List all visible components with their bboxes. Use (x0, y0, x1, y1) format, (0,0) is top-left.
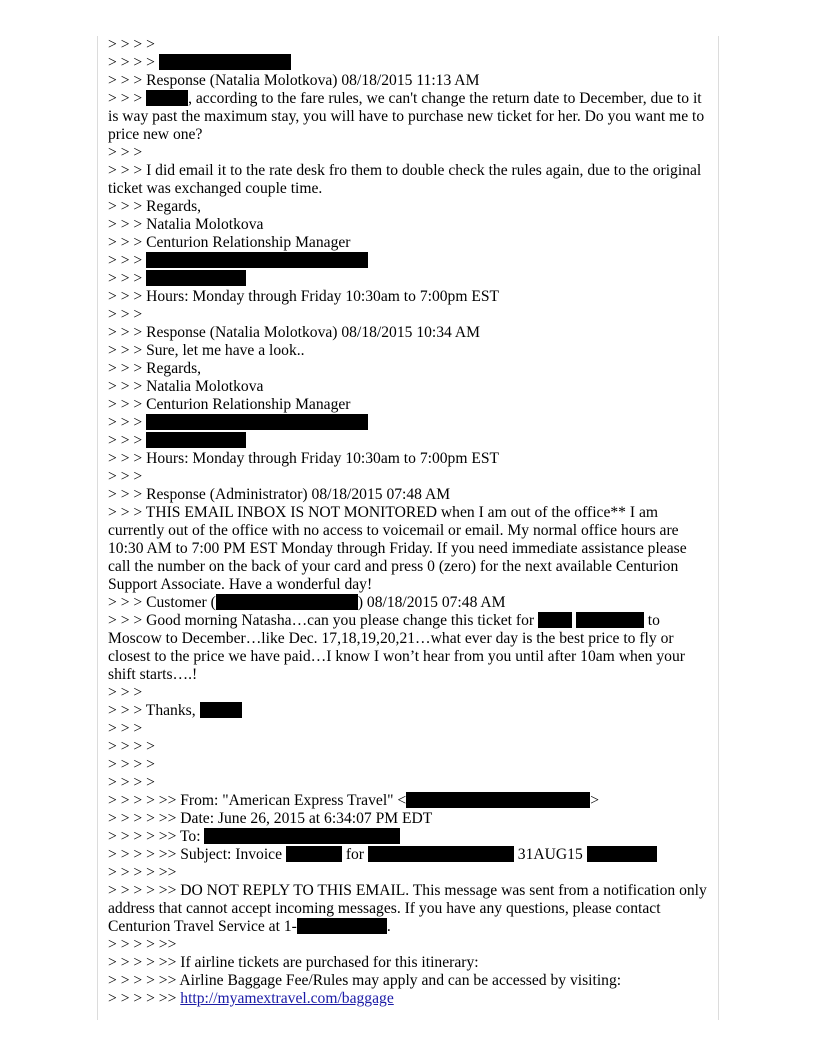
line-text: > > > (108, 468, 147, 485)
line-text: > > > (108, 720, 147, 737)
email-line (108, 342, 708, 360)
line-text: > > > (108, 270, 147, 287)
email-line (108, 972, 708, 990)
line-text: > > > Response (Natalia Molotkova) 08/18/2015 11:13 AM (108, 72, 480, 89)
redaction-bar (406, 792, 590, 808)
baggage-link[interactable]: http://myamextravel.com/baggage (180, 990, 394, 1007)
line-text: > > > > (108, 774, 159, 791)
line-text: > > > > >> (108, 864, 181, 881)
email-line (108, 144, 708, 162)
email-line (108, 270, 708, 288)
line-text: > > > > >> From: "American Express Travel" < (108, 792, 407, 809)
line-text: > > > > >> To: (108, 828, 205, 845)
email-line (108, 828, 708, 846)
redaction-bar (538, 612, 572, 628)
email-line (108, 792, 708, 810)
redaction-bar (204, 828, 400, 844)
line-text: > > > Customer ( (108, 594, 216, 611)
line-text: to Moscow to December…like Dec. 17,18,19,20,21…what ever day is the best price to fly or closest to the price we have paid…I know I won’t hear from you until after 10am when your shift starts….! (108, 612, 689, 683)
right-margin-rule (718, 36, 719, 1020)
email-line (108, 378, 708, 396)
email-line (108, 864, 708, 882)
line-text: > > > Thanks, (108, 702, 200, 719)
email-line (108, 702, 708, 720)
line-text: > > > (108, 90, 147, 107)
email-line (108, 774, 708, 792)
line-text: > > > Regards, (108, 360, 202, 377)
email-line (108, 36, 708, 54)
email-line (108, 612, 708, 684)
left-margin-rule (97, 36, 98, 1020)
redaction-bar (159, 54, 291, 70)
redaction-bar (587, 846, 657, 862)
redaction-bar (286, 846, 342, 862)
line-text: > > > Good morning Natasha…can you please change this ticket for (108, 612, 538, 629)
redaction-bar (200, 702, 242, 718)
line-text: for (341, 846, 368, 863)
redaction-bar (146, 432, 246, 448)
email-line (108, 396, 708, 414)
email-line (108, 198, 708, 216)
line-text: > > > (108, 252, 147, 269)
line-text: > > > > >> If airline tickets are purchased for this itinerary: (108, 954, 479, 971)
email-line (108, 252, 708, 270)
email-line (108, 504, 708, 594)
redaction-bar (146, 414, 368, 430)
line-text: > > > (108, 432, 147, 449)
email-line (108, 324, 708, 342)
email-line (108, 486, 708, 504)
line-text: > > > > (108, 54, 159, 71)
redaction-bar (146, 252, 368, 268)
line-text: > > > Centurion Relationship Manager (108, 234, 351, 251)
line-text: > > > > (108, 756, 159, 773)
email-line (108, 432, 708, 450)
email-line (108, 234, 708, 252)
line-text: > > > THIS EMAIL INBOX IS NOT MONITORED when I am out of the office** I am currently out of the office with no access to voicemail or email. My normal office hours are 10:30 AM to 7:00 PM EST Monday through Friday. If you need immediate assistance please call the number on the back of your card and press 0 (zero) for the next available Centurion Support Associate. Have a wonderful day! (108, 504, 691, 593)
email-body (108, 36, 711, 1008)
email-line (108, 72, 708, 90)
email-line (108, 990, 708, 1008)
line-text: > > > Hours: Monday through Friday 10:30am to 7:00pm EST (108, 288, 500, 305)
email-line (108, 720, 708, 738)
email-line (108, 738, 708, 756)
line-text: 31AUG15 (513, 846, 587, 863)
line-text: > > > Response (Natalia Molotkova) 08/18/2015 10:34 AM (108, 324, 481, 341)
email-line (108, 468, 708, 486)
email-line (108, 846, 708, 864)
line-text: > > > (108, 684, 147, 701)
email-line (108, 360, 708, 378)
line-text: > (590, 792, 600, 809)
email-line (108, 90, 708, 144)
line-text: ) 08/18/2015 07:48 AM (357, 594, 506, 611)
line-text: > > > > >> Date: June 26, 2015 at 6:34:07 PM EDT (108, 810, 433, 827)
redaction-bar (146, 90, 188, 106)
line-text: > > > > (108, 36, 159, 53)
redaction-bar (368, 846, 514, 862)
redaction-bar (297, 918, 387, 934)
email-line (108, 594, 708, 612)
line-text: . (386, 918, 391, 935)
email-line (108, 216, 708, 234)
line-text: , according to the fare rules, we can't change the return date to December, due to it is way past the maximum stay, you will have to purchase new ticket for her. Do you want me to price new one? (108, 90, 709, 143)
email-line (108, 684, 708, 702)
line-text: > > > > >> Airline Baggage Fee/Rules may apply and can be accessed by visiting: (108, 972, 622, 989)
line-text: > > > (108, 144, 147, 161)
line-text: > > > > >> DO NOT REPLY TO THIS EMAIL. This message was sent from a notification only address that cannot accept incoming messages. If you have any questions, please contact Centurion Travel Service at 1- (108, 882, 711, 935)
redaction-bar (146, 270, 246, 286)
line-text: > > > > >> Subject: Invoice (108, 846, 286, 863)
line-text: > > > > >> (108, 990, 181, 1007)
email-line (108, 882, 711, 936)
line-text: > > > I did email it to the rate desk fro them to double check the rules again, due to the original ticket was exchanged couple time. (108, 162, 706, 197)
line-text: > > > Natalia Molotkova (108, 216, 264, 233)
line-text: > > > Response (Administrator) 08/18/2015 07:48 AM (108, 486, 451, 503)
line-text: > > > Sure, let me have a look.. (108, 342, 305, 359)
line-text: > > > Hours: Monday through Friday 10:30am to 7:00pm EST (108, 450, 500, 467)
line-text: > > > > (108, 738, 159, 755)
email-line (108, 450, 708, 468)
line-text: > > > Natalia Molotkova (108, 378, 264, 395)
redaction-bar (576, 612, 644, 628)
email-line (108, 288, 708, 306)
line-text: > > > Regards, (108, 198, 202, 215)
email-line (108, 936, 708, 954)
line-text: > > > > >> (108, 936, 181, 953)
email-line (108, 306, 708, 324)
email-line (108, 414, 708, 432)
email-line (108, 810, 708, 828)
email-line (108, 54, 708, 72)
email-line (108, 756, 708, 774)
redaction-bar (216, 594, 358, 610)
email-line (108, 162, 708, 198)
email-line (108, 954, 708, 972)
line-text: > > > (108, 414, 147, 431)
line-text: > > > Centurion Relationship Manager (108, 396, 351, 413)
line-text: > > > (108, 306, 147, 323)
